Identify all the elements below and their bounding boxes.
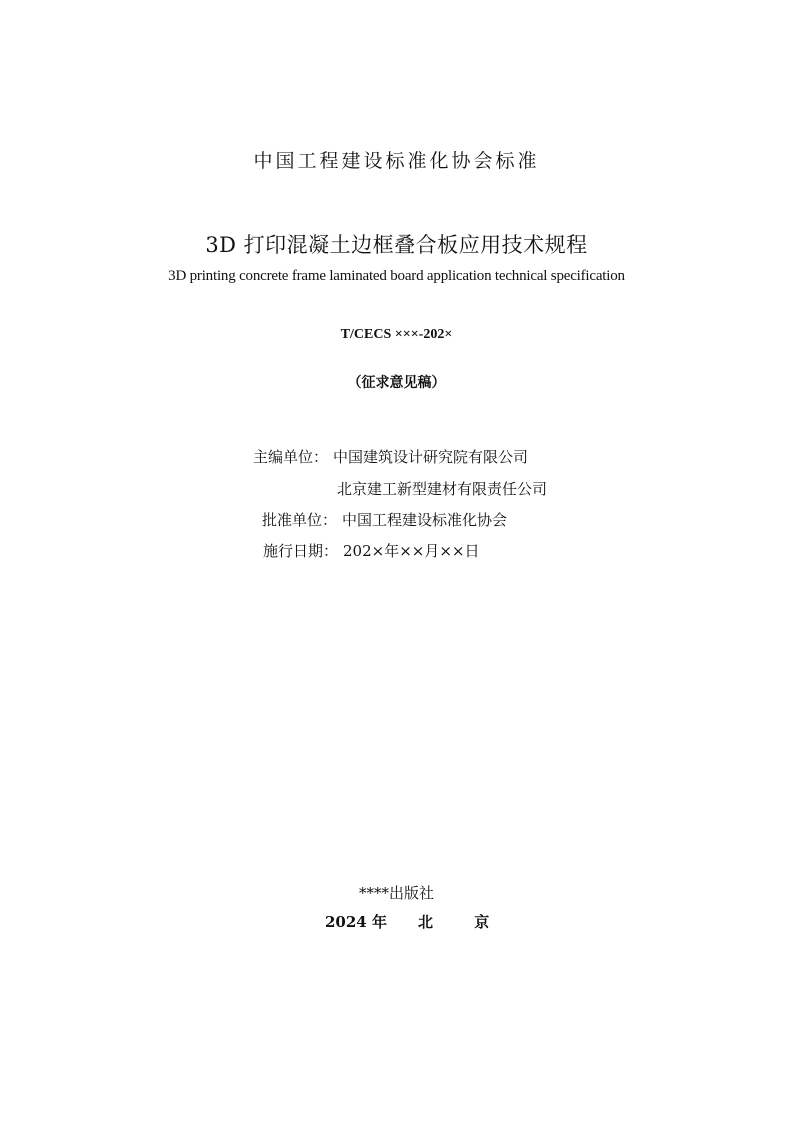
document-title-english: 3D printing concrete frame laminated board application technical specification [168,268,625,284]
effective-date-value: 202×年××月××日 [343,542,480,560]
publication-year: 2024 年 [325,913,387,931]
chief-editor-label: 主编单位： [253,448,329,466]
chief-editor-unit-1: 中国建筑设计研究院有限公司 [333,448,529,466]
issuer-organization: 中国工程建设标准化协会标准 [253,150,540,172]
approving-unit-value: 中国工程建设标准化协会 [342,511,508,529]
draft-status: （征求意见稿） [347,375,446,391]
publisher: ****出版社 [358,884,434,902]
effective-date-label: 施行日期： [263,542,339,560]
publication-city: 北 京 [418,913,508,931]
standard-code: T/CECS ×××-202× [340,327,453,342]
chief-editor-unit-2: 北京建工新型建材有限责任公司 [337,480,548,498]
approving-unit-label: 批准单位： [262,511,338,529]
document-title-chinese: 3D 打印混凝土边框叠合板应用技术规程 [205,233,588,257]
